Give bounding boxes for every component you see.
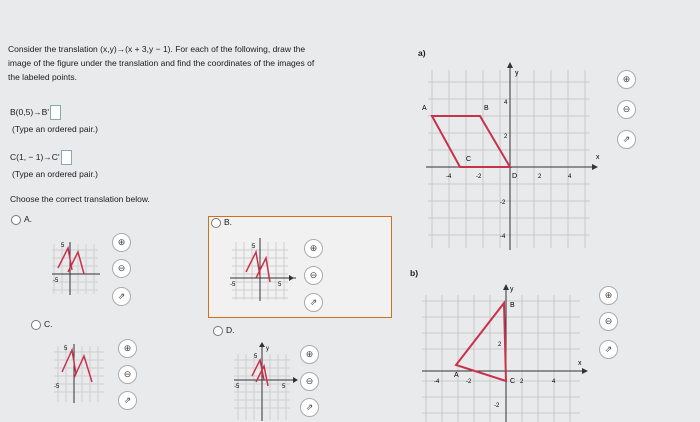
graph-a-ytick-2: 2	[504, 134, 508, 140]
graph-b-zoom-in-icon[interactable]: ⊕	[599, 286, 618, 305]
option-a-tick-five: 5	[61, 243, 65, 249]
graph-a-xtick-4: 4	[568, 174, 572, 180]
graph-b-zoom-out-icon[interactable]: ⊖	[599, 312, 618, 331]
graph-a-point-a: A	[422, 105, 427, 112]
graph-b-label: b)	[410, 268, 419, 278]
hint-c: (Type an ordered pair.)	[12, 169, 98, 179]
graph-a-axis-x: x	[596, 154, 600, 161]
graph-b-xtick-4: 4	[552, 379, 556, 385]
option-d-zoom-out-icon[interactable]: ⊖	[300, 372, 319, 391]
option-d-graph	[232, 340, 302, 422]
option-d-tick-neg-five: -5	[234, 384, 240, 390]
graph-a-ytick-4: 4	[504, 100, 508, 106]
graph-a-point-d: D	[512, 173, 518, 180]
prompt-b	[10, 105, 61, 120]
option-b-tick-five: 5	[252, 244, 256, 250]
option-b-graph	[228, 236, 300, 302]
graph-a-popout-icon[interactable]: ⇗	[617, 130, 636, 149]
option-a-letter: A.	[24, 214, 33, 224]
prompt-c	[10, 150, 72, 165]
option-d-tick-five-x: 5	[282, 384, 286, 390]
option-b-tick-neg-five: -5	[230, 282, 236, 288]
choose-instruction: Choose the correct translation below.	[10, 194, 150, 204]
graph-a-axis-y: y	[515, 70, 519, 77]
option-c-popout-icon[interactable]: ⇗	[118, 391, 137, 410]
option-c-tick-neg-five: -5	[54, 384, 60, 390]
graph-b-axis-y: y	[510, 286, 514, 293]
option-b-zoom-in-icon[interactable]: ⊕	[304, 239, 323, 258]
option-b-radio[interactable]	[211, 218, 221, 228]
option-d-letter: D.	[226, 325, 235, 335]
graph-b-point-a: A	[454, 372, 459, 379]
option-c-zoom-in-icon[interactable]: ⊕	[118, 339, 137, 358]
prompt-b-text: B(0,5)→B'	[10, 106, 49, 117]
prompt-c-text: C(1, − 1)→C'	[10, 151, 60, 162]
graph-b-xtick-neg2: -2	[466, 379, 472, 385]
answer-c-input[interactable]	[61, 150, 72, 165]
graph-a	[420, 62, 600, 252]
option-a-zoom-out-icon[interactable]: ⊖	[112, 259, 131, 278]
graph-b-point-b: B	[510, 302, 515, 309]
option-c-zoom-out-icon[interactable]: ⊖	[118, 365, 137, 384]
graph-b-xtick-2: 2	[520, 379, 524, 385]
graph-b-axis-x: x	[578, 360, 582, 367]
graph-a-zoom-out-icon[interactable]: ⊖	[617, 100, 636, 119]
graph-b-ytick-2: 2	[498, 342, 502, 348]
graph-a-zoom-in-icon[interactable]: ⊕	[617, 70, 636, 89]
option-b-tick-five-x: 5	[278, 282, 282, 288]
option-d-axis-y-label: y	[266, 346, 269, 352]
option-b-popout-icon[interactable]: ⇗	[304, 293, 323, 312]
option-d-tick-five: 5	[254, 354, 258, 360]
option-d-popout-icon[interactable]: ⇗	[300, 398, 319, 417]
graph-a-xtick-neg4: -4	[446, 174, 452, 180]
question-line-2: image of the figure under the translation and find the coordinates of the images of	[8, 58, 315, 68]
hint-b: (Type an ordered pair.)	[12, 124, 98, 134]
graph-a-ytick-neg2: -2	[500, 200, 506, 206]
graph-b-point-c: C	[510, 378, 516, 385]
graph-b-ytick-neg2: -2	[494, 403, 500, 409]
option-d-radio[interactable]	[213, 326, 223, 336]
option-a-tick-neg-five: -5	[53, 278, 59, 284]
option-a-zoom-in-icon[interactable]: ⊕	[112, 233, 131, 252]
graph-a-label: a)	[418, 48, 426, 58]
option-a-radio[interactable]	[11, 215, 21, 225]
option-b-zoom-out-icon[interactable]: ⊖	[304, 266, 323, 285]
question-line-3: the labeled points.	[8, 72, 77, 82]
graph-a-xtick-neg2: -2	[476, 174, 482, 180]
option-b-letter: B.	[224, 217, 233, 227]
option-d-zoom-in-icon[interactable]: ⊕	[300, 345, 319, 364]
graph-b-popout-icon[interactable]: ⇗	[599, 340, 618, 359]
graph-a-point-b: B	[484, 105, 489, 112]
option-a-popout-icon[interactable]: ⇗	[112, 287, 131, 306]
option-c-tick-five: 5	[64, 346, 68, 352]
option-c-letter: C.	[44, 319, 53, 329]
question-line-1: Consider the translation (x,y)→(x + 3,y − 1). For each of the following, draw the	[8, 44, 306, 54]
answer-b-input[interactable]	[50, 105, 61, 120]
graph-a-ytick-neg4: -4	[500, 234, 506, 240]
option-c-radio[interactable]	[31, 320, 41, 330]
graph-a-point-c: C	[466, 156, 472, 163]
graph-a-xtick-2: 2	[538, 174, 542, 180]
graph-b-xtick-neg4: -4	[434, 379, 440, 385]
option-a-graph	[50, 238, 102, 296]
graph-b	[420, 283, 592, 422]
option-c-graph	[52, 342, 110, 404]
